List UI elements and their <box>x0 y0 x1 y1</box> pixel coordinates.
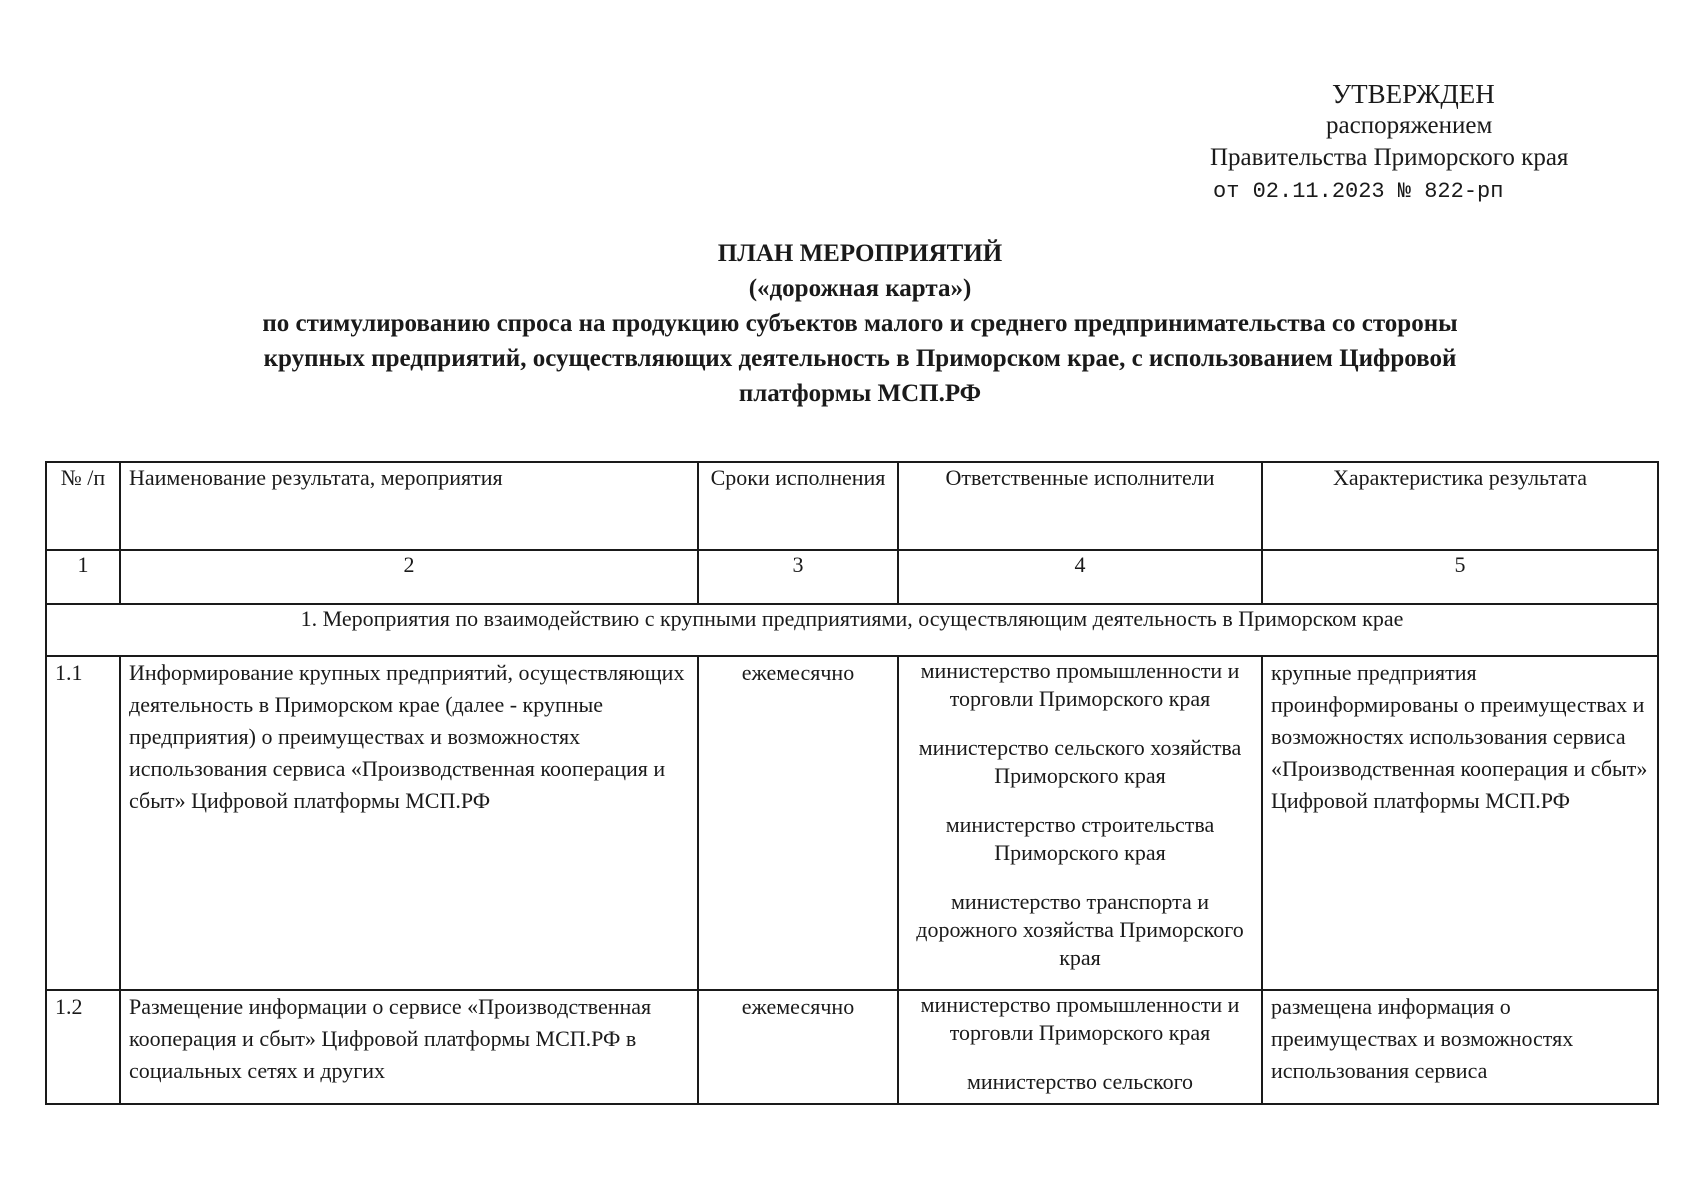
header-number: № /п <box>46 462 120 550</box>
header-responsible: Ответственные исполнители <box>898 462 1262 550</box>
responsible-item: министерство промышленности и торговли Приморского края <box>920 658 1240 711</box>
row-responsible <box>898 656 1262 990</box>
row-name: Размещение информации о сервисе «Производственная кооперация и сбыт» Цифровой платформы МСП.РФ в социальных сетях и других <box>120 990 698 1104</box>
table-row <box>46 990 1658 1104</box>
approval-order-type: распоряжением <box>1326 112 1493 139</box>
title-line-3: по стимулированию спроса на продукцию субъектов малого и среднего предпринимательства со стороны <box>262 310 1458 337</box>
header-result: Характеристика результата <box>1262 462 1658 550</box>
column-number: 4 <box>898 550 1262 604</box>
table-row <box>46 656 1658 990</box>
title-line-1: ПЛАН МЕРОПРИЯТИЙ <box>717 240 1003 267</box>
header-term: Сроки исполнения <box>698 462 898 550</box>
approval-date-number: от 02.11.2023 № 822-рп <box>1213 179 1504 204</box>
table-header-row <box>46 462 1658 550</box>
column-number: 2 <box>120 550 698 604</box>
section-title: 1. Мероприятия по взаимодействию с крупными предприятиями, осуществляющим деятельность в Приморском крае <box>46 604 1658 656</box>
column-number: 3 <box>698 550 898 604</box>
row-result: размещена информация о преимуществах и возможностях использования сервиса <box>1262 990 1658 1104</box>
approval-title: УТВЕРЖДЕН <box>1332 79 1495 109</box>
approval-authority: Правительства Приморского края <box>1210 144 1569 171</box>
responsible-item: министерство сельского <box>966 1069 1194 1094</box>
title-line-5: платформы МСП.РФ <box>738 380 982 407</box>
responsible-item: министерство сельского хозяйства Приморского края <box>918 735 1242 788</box>
row-name: Информирование крупных предприятий, осуществляющих деятельность в Приморском крае (далее - крупные предприятия) о преимуществах и возможностях использования сервиса «Производственная кооперация и сбыт» Цифровой платформы МСП.РФ <box>120 656 698 990</box>
approval-stamp <box>1150 78 1620 208</box>
title-line-4: крупных предприятий, осуществляющих деятельность в Приморском крае, с использованием Цифровой <box>263 345 1457 372</box>
section-row <box>46 604 1658 656</box>
responsible-item: министерство транспорта и дорожного хозяйства Приморского края <box>916 889 1244 970</box>
row-term: ежемесячно <box>698 990 898 1104</box>
row-number: 1.1 <box>46 656 120 990</box>
plan-table <box>45 461 1659 1105</box>
column-numbers-row <box>46 550 1658 604</box>
column-number: 1 <box>46 550 120 604</box>
row-responsible <box>898 990 1262 1104</box>
header-name: Наименование результата, мероприятия <box>120 462 698 550</box>
row-term: ежемесячно <box>698 656 898 990</box>
document-title <box>150 236 1570 411</box>
responsible-item: министерство промышленности и торговли Приморского края <box>920 992 1240 1045</box>
row-result: крупные предприятия проинформированы о преимуществах и возможностях использования сервиса «Производственная кооперация и сбыт» Цифровой платформы МСП.РФ <box>1262 656 1658 990</box>
title-line-2: («дорожная карта») <box>748 275 972 302</box>
row-number: 1.2 <box>46 990 120 1104</box>
responsible-item: министерство строительства Приморского края <box>945 812 1215 865</box>
column-number: 5 <box>1262 550 1658 604</box>
